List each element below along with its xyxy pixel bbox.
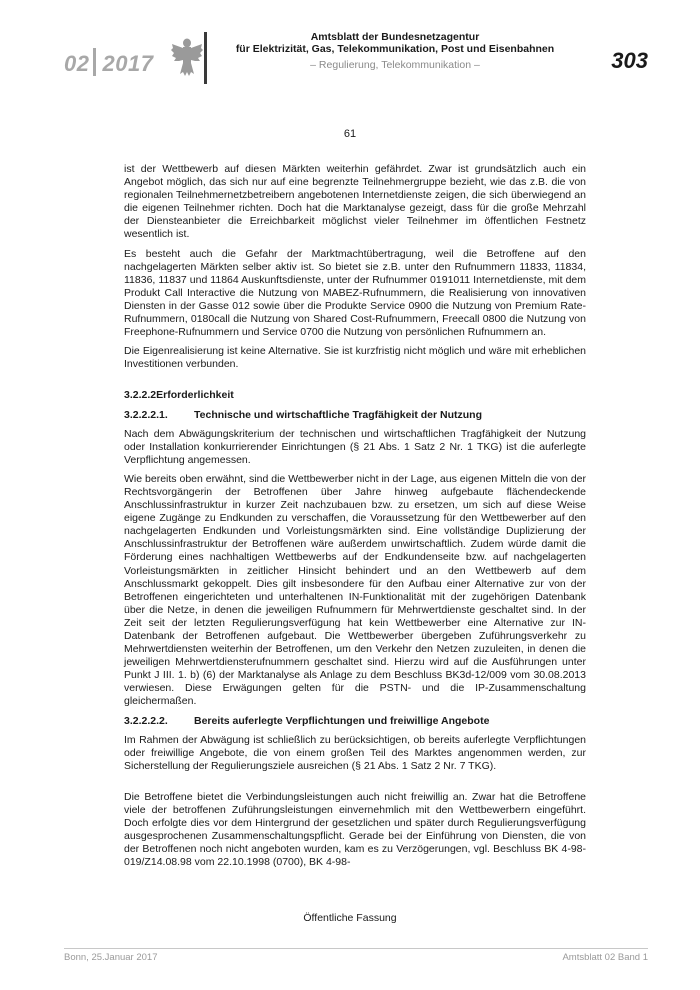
section-number: 3.2.2.2 bbox=[124, 389, 157, 402]
subsection-heading bbox=[124, 409, 586, 422]
subsection-number: 3.2.2.2.1. bbox=[124, 408, 168, 421]
subsection-title: Technische und wirtschaftliche Tragfähigkeit der Nutzung bbox=[194, 408, 483, 421]
publication-title-line1: Amtsblatt der Bundesnetzagentur bbox=[310, 31, 480, 43]
paragraph: Im Rahmen der Abwägung ist schließlich zu berücksichtigen, ob bereits auferlegte Verpflichtungen oder freiwillige Angebote, die von einem großen Teil des Marktes angenommen werden, zur Sicherstellung der Regulierungsziele ausreichen (§ 21 Abs. 1 Satz 2 Nr. 7 TKG). bbox=[124, 733, 586, 772]
issue-separator bbox=[93, 48, 96, 76]
section-heading bbox=[124, 389, 586, 402]
subsection-number: 3.2.2.2.2. bbox=[124, 714, 168, 727]
document-body bbox=[124, 163, 586, 876]
subsection-title: Bereits auferlegte Verpflichtungen und freiwillige Angebote bbox=[194, 714, 490, 727]
publication-title bbox=[230, 31, 560, 55]
publication-subtitle: – Regulierung, Telekommunikation – bbox=[310, 59, 480, 71]
paragraph: Nach dem Abwägungskriterium der technischen und wirtschaftlichen Tragfähigkeit der Nutzung oder Installation konkurrierender Einrichtungen (§ 21 Abs. 1 Satz 2 Nr. 1 TKG) ist die auferlegte Verpflichtung angemessen. bbox=[124, 427, 586, 466]
issue-year: 2017 bbox=[102, 51, 154, 76]
publication-title-line2: für Elektrizität, Gas, Telekommunikation, Post und Eisenbahnen bbox=[235, 43, 555, 55]
paragraph: Wie bereits oben erwähnt, sind die Wettbewerber nicht in der Lage, aus eigenen Mitteln die von der Rechtsvorgängerin der Betroffenen über Jahre hinweg aufgebaute flächendeckende Anschlussinfrastruktur in kurzer Zeit nachzubauen bzw. zu ersetzen, um sich auf diese Weise eigene Zugänge zu Endkunden zu verschaffen, die Voraussetzung für den Wettbewerber auf den nachgelagerten Endkunden und Vorleistungsmärkten sind. Eine vollständige Duplizierung der Anschlussinfrastruktur der Betroffenen wäre außerdem unwirtschaftlich. Zudem würde damit die Förderung eines nachhaltigen Wettbewerbs auf der Endkundenseite bzw. auf nachgelagerten Vorleistungsmärkten in zeitlicher Hinsicht behindert und an den Wettbewerb auf dem Anschlussmarkt gekoppelt. Dies gilt insbesondere für den Aufbau einer Alternative zur von der Betroffenen eingerichteten und unterhaltenen IN-Funktionalität mit der zugehörigen Datenbank über die Netze, in denen die jeweiligen Rufnummern für Mehrwertdienste geschaltet sind. In der Zeit seit der letzten Regulierungsverfügung hat kein Wettbewerber eine Alternative zur IN-Datenbank der Betroffenen aufgebaut. Die Wettbewerber übergeben Zuführungsverkehr zu Mehrwertdiensten weiterhin der Betroffenen, um den Verkehr den Netzen zuzuleiten, in denen die jeweiligen Mehrwertdiensterufnummern geschaltet sind. Hierzu wird auf die Ausführungen unter Punkt J III. 1. b) (6) der Marktanalyse als Anlage zu dem Beschluss BK3d-12/009 vom 30.08.2013 verwiesen. Diese Erwägungen gelten für die PSTN- und die IP-Zusammenschaltung gleichermaßen. bbox=[124, 472, 586, 708]
footer-date: Bonn, 25.Januar 2017 bbox=[64, 952, 158, 963]
page-number: 303 bbox=[611, 48, 648, 73]
paragraph: ist der Wettbewerb auf diesen Märkten weiterhin gefährdet. Zwar ist grundsätzlich auch ein Angebot möglich, das sich nur auf eine begrenzte Teilnehmergruppe bezieht, wie das z.B. die von regionalen Teilnehmernetzbetreibern angebotenen Internetdienste zeigen, die sich überwiegend an die eigenen Teilnehmer richten. Doch hat die Marktanalyse gezeigt, dass für die große Mehrzahl der Diensteanbieter die Erreichbarkeit möglichst vieler Teilnehmer im öffentlichen Festnetz wesentlich ist. bbox=[124, 163, 586, 241]
public-version-label: Öffentliche Fassung bbox=[303, 912, 397, 924]
footer-issue: Amtsblatt 02 Band 1 bbox=[562, 952, 648, 963]
paragraph: Die Eigenrealisierung ist keine Alternative. Sie ist kurzfristig nicht möglich und wäre mit erheblichen Investitionen verbunden. bbox=[124, 345, 586, 371]
issue-label bbox=[64, 48, 153, 77]
paragraph: Die Betroffene bietet die Verbindungsleistungen auch nicht freiwillig an. Zwar hat die Betroffene viele der betroffenen Zuführungsleistungen einvernehmlich mit den Wettbewerbern eingeführt. Doch erfolgte dies vor dem Hintergrund der gesetzlichen und später durch Regulierungsverfügung ausgesprochenen Zusammenschaltungspflicht. Gerade bei der Einführung von Diensten, die von der Betroffenen noch nicht angeboten wurden, kam es zu Verzögerungen, vgl. Beschluss BK 4-98-019/Z14.08.98 vom 22.10.1998 (0700), BK 4-98- bbox=[124, 790, 586, 869]
federal-eagle-icon bbox=[170, 34, 204, 80]
header-divider bbox=[204, 32, 207, 84]
section-title: Erforderlichkeit bbox=[156, 389, 234, 402]
subsection-heading bbox=[124, 715, 586, 728]
paragraph: Es besteht auch die Gefahr der Marktmachtübertragung, weil die Betroffene auf den nachgelagerten Märkten selber aktiv ist. So bietet sie z.B. unter den Rufnummern 11833, 11834, 11836, 11837 und 11864 Auskunftsdienste, unter der Rufnummer 0191011 Internetdienste, mit dem Produkt Call Interactive die Nutzung von MABEZ-Rufnummern, die Realisierung von innovativen Diensten in der Gasse 012 sowie über die Produkte Service 0900 die Nutzung von Premium Rate-Rufnummern, 0180call die Nutzung von Shared Cost-Rufnummern, Freecall 0800 die Nutzung von Freephone-Rufnummern und Service 0700 die Nutzung von persönlichen Rufnummern an. bbox=[124, 247, 586, 339]
inner-page-number: 61 bbox=[343, 128, 357, 140]
footer-divider bbox=[64, 948, 648, 949]
issue-number: 02 bbox=[64, 51, 90, 76]
